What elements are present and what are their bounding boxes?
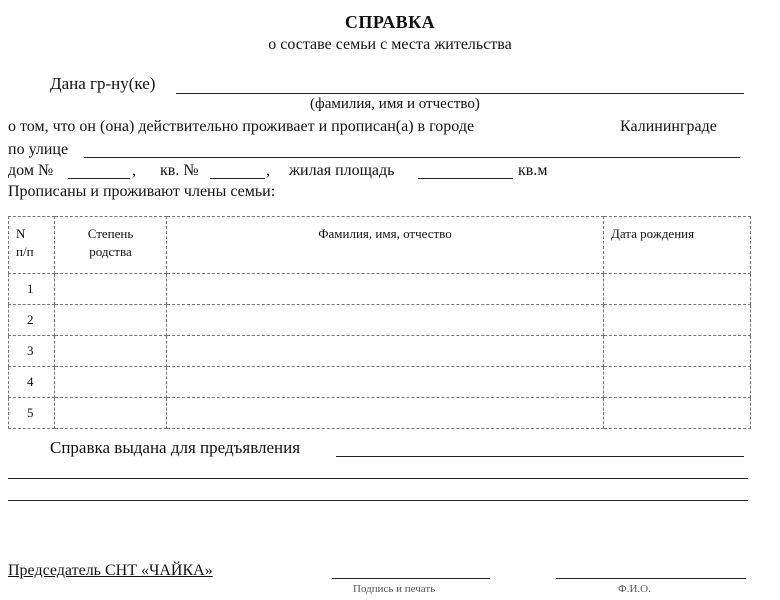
birth-date-cell[interactable] — [604, 305, 751, 336]
header-relation-line1: Степень — [87, 226, 134, 241]
header-relation-line2: родства — [89, 244, 132, 259]
header-full-name: Фамилия, имя, отчество — [167, 217, 604, 274]
purpose-fill-line[interactable] — [336, 456, 744, 457]
issued-to-label: Дана гр-ну(ке) — [50, 74, 156, 93]
birth-date-cell[interactable] — [604, 367, 751, 398]
row-number: 5 — [9, 398, 55, 429]
row-number: 2 — [9, 305, 55, 336]
comma-separator: , — [132, 162, 136, 179]
full-name-cell[interactable] — [167, 398, 604, 429]
header-number-line1: N — [16, 226, 26, 241]
table-header-row — [9, 217, 751, 274]
purpose-label: Справка выдана для предъявления — [50, 438, 301, 457]
area-fill-line[interactable] — [418, 178, 513, 179]
apartment-fill-line[interactable] — [210, 178, 265, 179]
house-fill-line[interactable] — [68, 178, 130, 179]
birth-date-cell[interactable] — [604, 274, 751, 305]
row-number: 4 — [9, 367, 55, 398]
document-subtitle: о составе семьи с места жительства — [268, 36, 512, 53]
comma-separator: , — [266, 162, 270, 179]
street-fill-line[interactable] — [84, 157, 740, 158]
birth-date-cell[interactable] — [604, 398, 751, 429]
relation-cell[interactable] — [55, 367, 167, 398]
name-fill-line[interactable] — [176, 93, 744, 94]
living-area-label: жилая площадь — [289, 162, 395, 179]
relation-cell[interactable] — [55, 305, 167, 336]
area-unit: кв.м — [518, 162, 548, 179]
relation-cell[interactable] — [55, 274, 167, 305]
table-row — [9, 336, 751, 367]
birth-date-cell[interactable] — [604, 336, 751, 367]
signature-line[interactable] — [332, 578, 490, 579]
table-row — [9, 305, 751, 336]
header-number — [9, 217, 55, 274]
city-name: Калининграде — [620, 118, 717, 135]
apartment-label: кв. № — [160, 162, 199, 179]
full-name-cell[interactable] — [167, 305, 604, 336]
full-name-cell[interactable] — [167, 336, 604, 367]
row-number: 1 — [9, 274, 55, 305]
fio-line[interactable] — [556, 578, 746, 579]
relation-cell[interactable] — [55, 336, 167, 367]
street-label: по улице — [8, 141, 69, 158]
full-name-cell[interactable] — [167, 367, 604, 398]
header-birth-date: Дата рождения — [604, 217, 751, 274]
residence-text: о том, что он (она) действительно проживает и прописан(а) в городе — [8, 118, 475, 135]
family-members-table — [8, 216, 751, 429]
table-row — [9, 274, 751, 305]
purpose-fill-line-3[interactable] — [8, 500, 748, 501]
name-caption: (фамилия, имя и отчество) — [310, 96, 480, 112]
document-title: СПРАВКА — [344, 12, 436, 32]
chairman-label: Председатель СНТ «ЧАЙКА» — [8, 562, 213, 579]
header-relation — [55, 217, 167, 274]
full-name-cell[interactable] — [167, 274, 604, 305]
fio-caption: Ф.И.О. — [618, 583, 651, 595]
members-intro: Прописаны и проживают члены семьи: — [8, 183, 276, 200]
relation-cell[interactable] — [55, 398, 167, 429]
table-row — [9, 398, 751, 429]
purpose-fill-line-2[interactable] — [8, 478, 748, 479]
table-row — [9, 367, 751, 398]
header-number-line2: п/п — [16, 244, 34, 259]
row-number: 3 — [9, 336, 55, 367]
signature-caption: Подпись и печать — [353, 583, 436, 595]
house-label: дом № — [8, 162, 54, 179]
